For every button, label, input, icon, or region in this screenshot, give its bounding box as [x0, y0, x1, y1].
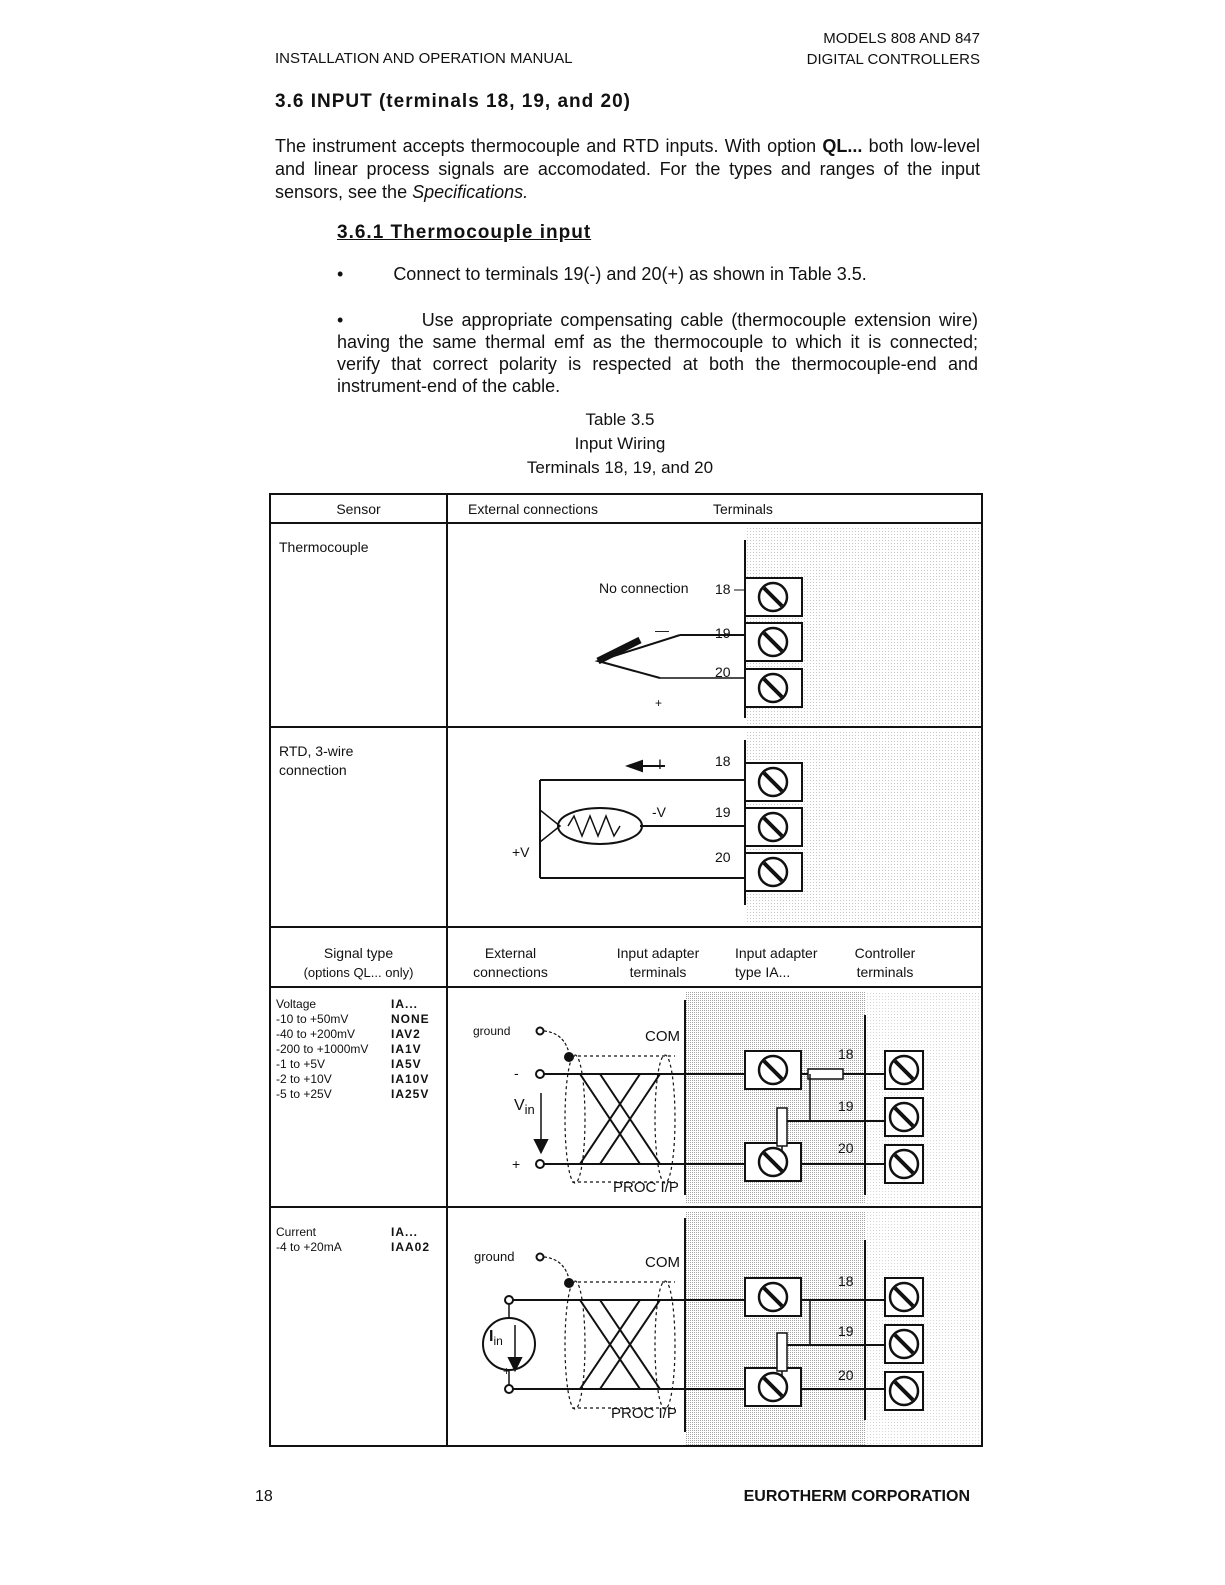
h-adapter-terms-1: Input adapter	[616, 945, 700, 961]
intro-specifications: Specifications.	[412, 182, 529, 202]
row-rtd-line1: RTD, 3-wire	[279, 743, 354, 759]
i-ground: ground	[474, 1249, 515, 1264]
tc-terminal-20: 20	[715, 664, 731, 680]
voltage-row	[276, 1012, 446, 1027]
v-minus: -	[514, 1065, 519, 1081]
voltage-range: Voltage	[276, 997, 317, 1011]
col-header-sensor: Sensor	[336, 501, 381, 517]
i-plus: +	[503, 1364, 511, 1378]
v-vin-sub: in	[524, 1102, 535, 1118]
intro-option-ql: QL...	[822, 136, 863, 156]
voltage-adapter-type: NONE	[391, 1012, 430, 1026]
rtd-terminal-20: 20	[715, 849, 731, 865]
v-proc-ip: PROC I/P	[613, 1179, 679, 1196]
i-terminal-18: 18	[838, 1273, 854, 1289]
signal-type: Signal type	[323, 945, 394, 961]
current-adapter-type: IA...	[391, 1225, 419, 1239]
current-row	[276, 1240, 446, 1255]
current-range: Current	[276, 1225, 317, 1239]
voltage-row	[276, 1087, 446, 1102]
voltage-row	[276, 1057, 446, 1072]
i-iin	[489, 1327, 503, 1351]
i-iin-letter: I	[489, 1328, 494, 1345]
header-models-line2: DIGITAL CONTROLLERS	[806, 51, 980, 68]
intro-text-a: The instrument accepts thermocouple and RTD inputs. With option	[275, 136, 823, 156]
current-range-list	[276, 1225, 446, 1255]
intro-text-c: both low-level and linear process signals are accomodated. For the types and ranges of the input sensors, see the	[275, 136, 980, 202]
col-header-external: External connections	[468, 501, 598, 517]
rtd-terminal-18: 18	[715, 753, 731, 769]
header-adapter-type	[735, 944, 818, 982]
header-external-connections	[458, 944, 563, 982]
caption-line1: Table 3.5	[585, 410, 655, 429]
h-controller-2: terminals	[856, 964, 914, 980]
h-adapter-terms-2: terminals	[629, 964, 687, 980]
tc-plus: +	[655, 696, 663, 710]
rtd-current: I	[658, 756, 662, 772]
header-adapter-terminals	[608, 944, 708, 982]
v-com: COM	[645, 1028, 680, 1045]
bullet-text-1: Connect to terminals 19(-) and 20(+) as shown in Table 3.5.	[393, 264, 867, 284]
section-title: 3.6 INPUT (terminals 18, 19, and 20)	[275, 91, 631, 112]
rtd-minus-v: -V	[652, 804, 666, 820]
v-terminal-18: 18	[838, 1046, 854, 1062]
voltage-row	[276, 1042, 446, 1057]
current-range: -4 to +20mA	[276, 1240, 342, 1254]
signal-type-header	[270, 944, 447, 982]
voltage-range: -10 to +50mV	[276, 1012, 349, 1026]
voltage-row	[276, 1027, 446, 1042]
page-number: 18	[255, 1488, 273, 1505]
i-terminal-19: 19	[838, 1323, 854, 1339]
voltage-range-list	[276, 997, 446, 1102]
tc-minus: —	[655, 622, 669, 638]
current-row	[276, 1225, 446, 1240]
i-iin-sub: in	[493, 1334, 503, 1349]
i-com: COM	[645, 1254, 680, 1271]
voltage-range: -1 to +5V	[276, 1057, 326, 1071]
caption-line2: Input Wiring	[574, 434, 666, 453]
rtd-terminal-19: 19	[715, 804, 731, 820]
voltage-row	[276, 1072, 446, 1087]
v-ground: ground	[473, 1024, 511, 1038]
current-adapter-type: IAA02	[391, 1240, 431, 1254]
voltage-adapter-type: IA10V	[391, 1072, 430, 1086]
footer-company: EUROTHERM CORPORATION	[743, 1488, 970, 1505]
voltage-adapter-type: IAV2	[391, 1027, 421, 1041]
h-adapter-type-2: type IA...	[735, 964, 791, 980]
voltage-row	[276, 997, 446, 1012]
header-manual-title: INSTALLATION AND OPERATION MANUAL	[275, 50, 573, 67]
col-header-terminals: Terminals	[713, 501, 773, 517]
v-vin	[514, 1096, 535, 1119]
voltage-range: -2 to +10V	[276, 1072, 332, 1086]
h-external-1: External	[484, 945, 537, 961]
bullet-text-2: Use appropriate compensating cable (thermocouple extension wire) having the same thermal emf as the thermocouple to which it is connected; verify that correct polarity is respected at both the thermocouple-end and instrument-end of the cable.	[337, 310, 978, 396]
tc-terminal-18: 18	[715, 581, 731, 597]
voltage-adapter-type: IA1V	[391, 1042, 422, 1056]
v-terminal-20: 20	[838, 1140, 854, 1156]
row-rtd-line2: connection	[279, 762, 347, 778]
bullet-item-2: • Use appropriate compensating cable (thermocouple extension wire) having the same thermal emf as the thermocouple to which it is connected; verify that correct polarity is respected at both the thermocouple-end and instrument-end of the cable.	[337, 310, 978, 396]
i-terminal-20: 20	[838, 1367, 854, 1383]
voltage-adapter-type: IA...	[391, 997, 419, 1011]
h-controller-1: Controller	[854, 945, 916, 961]
tc-no-connection: No connection	[599, 580, 689, 596]
voltage-range: -40 to +200mV	[276, 1027, 356, 1041]
voltage-adapter-type: IA5V	[391, 1057, 422, 1071]
v-terminal-19: 19	[838, 1098, 854, 1114]
h-external-2: connections	[473, 964, 548, 980]
header-models-line1: MODELS 808 AND 847	[823, 30, 980, 47]
voltage-adapter-type: IA25V	[391, 1087, 430, 1101]
v-plus: +	[512, 1156, 521, 1172]
header-controller-terminals	[845, 944, 925, 982]
row-thermocouple: Thermocouple	[279, 539, 369, 555]
voltage-range: -200 to +1000mV	[276, 1042, 369, 1056]
rtd-plus-v: +V	[512, 844, 530, 860]
h-adapter-type-1: Input adapter	[735, 945, 818, 961]
voltage-range: -5 to +25V	[276, 1087, 332, 1101]
v-vin-letter: V	[514, 1097, 525, 1114]
subsection-title: 3.6.1 Thermocouple input	[337, 222, 592, 243]
caption-line3: Terminals 18, 19, and 20	[526, 458, 714, 477]
tc-terminal-19: 19	[715, 625, 731, 641]
signal-options: (options QL... only)	[303, 965, 414, 980]
i-proc-ip: PROC I/P	[611, 1405, 677, 1422]
bullet-item-1: • Connect to terminals 19(-) and 20(+) as shown in Table 3.5.	[337, 264, 867, 284]
